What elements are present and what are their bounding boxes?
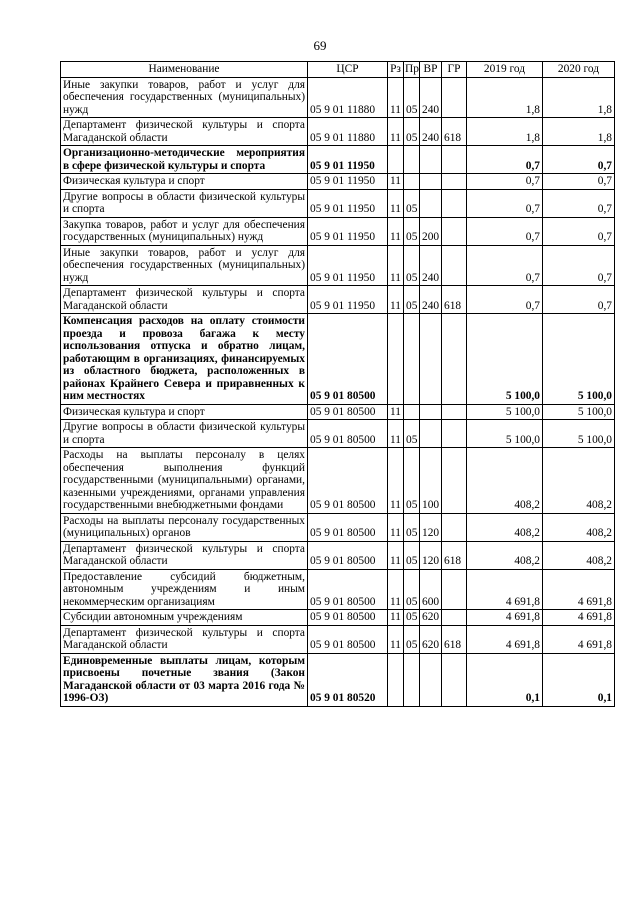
cell-2019: 408,2 [467, 541, 543, 569]
cell-gr [442, 217, 467, 245]
cell-gr [442, 448, 467, 514]
cell-pr: 05 [404, 541, 420, 569]
cell-rz: 11 [388, 625, 404, 653]
cell-csr: 05 9 01 11880 [308, 77, 388, 118]
header-pr: Пр [405, 63, 419, 75]
cell-gr [442, 653, 467, 706]
cell-rz: 11 [388, 610, 404, 626]
cell-2020: 0,7 [543, 286, 615, 314]
cell-2019: 0,7 [467, 245, 543, 286]
cell-rz: 11 [388, 189, 404, 217]
cell-csr: 05 9 01 80500 [308, 541, 388, 569]
cell-name: Другие вопросы в области физической культуры и спорта [61, 420, 308, 448]
cell-pr [404, 314, 420, 405]
cell-name: Департамент физической культуры и спорта Магаданской области [61, 118, 308, 146]
cell-rz: 11 [388, 569, 404, 610]
cell-csr: 05 9 01 80500 [308, 569, 388, 610]
cell-pr [404, 404, 420, 420]
cell-gr: 618 [442, 286, 467, 314]
cell-csr: 05 9 01 80520 [308, 653, 388, 706]
cell-pr: 05 [404, 217, 420, 245]
cell-vr: 600 [420, 569, 442, 610]
cell-gr: 618 [442, 541, 467, 569]
header-csr: ЦСР [308, 62, 388, 78]
table-row [61, 217, 615, 245]
table-row [61, 146, 615, 174]
table-row [61, 448, 615, 514]
cell-rz: 11 [388, 448, 404, 514]
table-row [61, 625, 615, 653]
table-row [61, 118, 615, 146]
cell-2020: 4 691,8 [543, 625, 615, 653]
cell-csr: 05 9 01 11880 [308, 118, 388, 146]
cell-gr [442, 569, 467, 610]
cell-2020: 5 100,0 [543, 420, 615, 448]
table-row [61, 569, 615, 610]
table-row [61, 404, 615, 420]
cell-csr: 05 9 01 80500 [308, 448, 388, 514]
cell-2019: 408,2 [467, 513, 543, 541]
cell-name: Физическая культура и спорт [61, 404, 308, 420]
cell-pr: 05 [404, 286, 420, 314]
cell-2019: 0,7 [467, 146, 543, 174]
cell-name: Организационно-методические мероприятия в сфере физической культуры и спорта [61, 146, 308, 174]
cell-gr [442, 610, 467, 626]
cell-vr: 200 [420, 217, 442, 245]
cell-gr [442, 404, 467, 420]
cell-gr [442, 174, 467, 190]
cell-rz: 11 [388, 217, 404, 245]
cell-2019: 408,2 [467, 448, 543, 514]
cell-rz: 11 [388, 174, 404, 190]
cell-2020: 5 100,0 [543, 404, 615, 420]
cell-csr: 05 9 01 80500 [308, 513, 388, 541]
cell-vr [420, 174, 442, 190]
cell-2019: 4 691,8 [467, 625, 543, 653]
cell-gr [442, 513, 467, 541]
page-number: 69 [313, 38, 327, 53]
cell-csr: 05 9 01 80500 [308, 314, 388, 405]
cell-2019: 5 100,0 [467, 420, 543, 448]
header-name: Наименование [61, 62, 308, 78]
cell-2020: 0,7 [543, 217, 615, 245]
cell-name: Иные закупки товаров, работ и услуг для обеспечения государственных (муниципальных) нужд [61, 245, 308, 286]
header-rz: Рз [388, 62, 404, 78]
header-2019: 2019 год [467, 62, 543, 78]
cell-vr [420, 653, 442, 706]
cell-pr [404, 146, 420, 174]
cell-pr: 05 [404, 569, 420, 610]
cell-name: Департамент физической культуры и спорта Магаданской области [61, 541, 308, 569]
cell-vr [420, 404, 442, 420]
cell-rz: 11 [388, 77, 404, 118]
cell-2020: 0,7 [543, 189, 615, 217]
cell-pr: 05 [404, 513, 420, 541]
cell-gr [442, 146, 467, 174]
cell-name: Расходы на выплаты персоналу в целях обеспечения выполнения функций государственными (муниципальными) органами, казенными учреждениями, органами управления государственными внебюджетными фондами [61, 448, 308, 514]
cell-vr [420, 189, 442, 217]
cell-vr: 120 [420, 513, 442, 541]
cell-2020: 4 691,8 [543, 610, 615, 626]
cell-csr: 05 9 01 11950 [308, 245, 388, 286]
table-row [61, 653, 615, 706]
cell-name: Другие вопросы в области физической культуры и спорта [61, 189, 308, 217]
cell-name: Закупка товаров, работ и услуг для обеспечения государственных (муниципальных) нужд [61, 217, 308, 245]
cell-2020: 5 100,0 [543, 314, 615, 405]
cell-2020: 1,8 [543, 118, 615, 146]
cell-gr [442, 189, 467, 217]
cell-vr: 620 [420, 625, 442, 653]
cell-2019: 0,7 [467, 189, 543, 217]
table-row [61, 541, 615, 569]
cell-vr: 120 [420, 541, 442, 569]
cell-2019: 0,7 [467, 174, 543, 190]
cell-vr: 620 [420, 610, 442, 626]
cell-pr: 05 [404, 118, 420, 146]
cell-2020: 1,8 [543, 77, 615, 118]
cell-rz: 11 [388, 118, 404, 146]
cell-name: Компенсация расходов на оплату стоимости проезда и провоза багажа к месту использования отпуска и обратно лицам, работающим в организациях, финансируемых из областного бюджета, расположенных в районах Крайнего Севера и приравненных к ним местностях [61, 314, 308, 405]
cell-rz: 11 [388, 286, 404, 314]
cell-pr: 05 [404, 420, 420, 448]
cell-gr [442, 245, 467, 286]
cell-pr: 05 [404, 610, 420, 626]
header-row [61, 62, 615, 78]
cell-2019: 4 691,8 [467, 569, 543, 610]
cell-vr [420, 146, 442, 174]
header-vr: ВР [420, 62, 442, 78]
cell-rz [388, 314, 404, 405]
cell-csr: 05 9 01 11950 [308, 286, 388, 314]
cell-vr: 240 [420, 77, 442, 118]
header-2020: 2020 год [543, 62, 615, 78]
cell-2020: 0,7 [543, 174, 615, 190]
table-row [61, 610, 615, 626]
table-row [61, 314, 615, 405]
table-row [61, 174, 615, 190]
cell-2019: 1,8 [467, 77, 543, 118]
cell-csr: 05 9 01 11950 [308, 174, 388, 190]
cell-rz: 11 [388, 420, 404, 448]
cell-name: Единовременные выплаты лицам, которым присвоены почетные звания (Закон Магаданской области от 03 марта 2016 года № 1996-ОЗ) [61, 653, 308, 706]
table-row [61, 420, 615, 448]
cell-2019: 5 100,0 [467, 404, 543, 420]
cell-pr: 05 [404, 448, 420, 514]
cell-2020: 0,1 [543, 653, 615, 706]
cell-name: Департамент физической культуры и спорта Магаданской области [61, 286, 308, 314]
cell-2020: 0,7 [543, 245, 615, 286]
cell-2019: 1,8 [467, 118, 543, 146]
table-row [61, 77, 615, 118]
cell-csr: 05 9 01 80500 [308, 420, 388, 448]
cell-rz [388, 653, 404, 706]
cell-gr: 618 [442, 118, 467, 146]
cell-2019: 5 100,0 [467, 314, 543, 405]
cell-gr [442, 77, 467, 118]
cell-rz: 11 [388, 541, 404, 569]
cell-rz: 11 [388, 404, 404, 420]
cell-rz: 11 [388, 513, 404, 541]
cell-pr [404, 653, 420, 706]
cell-gr [442, 420, 467, 448]
table-row [61, 286, 615, 314]
cell-2019: 4 691,8 [467, 610, 543, 626]
cell-2020: 408,2 [543, 448, 615, 514]
cell-pr: 05 [404, 625, 420, 653]
cell-2019: 0,7 [467, 217, 543, 245]
cell-name: Физическая культура и спорт [61, 174, 308, 190]
cell-name: Департамент физической культуры и спорта Магаданской области [61, 625, 308, 653]
cell-vr: 240 [420, 286, 442, 314]
cell-csr: 05 9 01 80500 [308, 404, 388, 420]
cell-pr [404, 174, 420, 190]
table-row [61, 189, 615, 217]
cell-gr: 618 [442, 625, 467, 653]
table-row [61, 513, 615, 541]
header-gr: ГР [442, 62, 467, 78]
cell-vr: 100 [420, 448, 442, 514]
cell-name: Расходы на выплаты персоналу государственных (муниципальных) органов [61, 513, 308, 541]
cell-csr: 05 9 01 11950 [308, 189, 388, 217]
cell-2020: 0,7 [543, 146, 615, 174]
cell-pr: 05 [404, 189, 420, 217]
cell-csr: 05 9 01 80500 [308, 610, 388, 626]
cell-name: Субсидии автономным учреждениям [61, 610, 308, 626]
cell-vr [420, 314, 442, 405]
cell-vr [420, 420, 442, 448]
cell-vr: 240 [420, 245, 442, 286]
cell-vr: 240 [420, 118, 442, 146]
cell-2019: 0,1 [467, 653, 543, 706]
cell-pr: 05 [404, 245, 420, 286]
cell-name: Иные закупки товаров, работ и услуг для обеспечения государственных (муниципальных) нужд [61, 77, 308, 118]
cell-rz [388, 146, 404, 174]
cell-gr [442, 314, 467, 405]
cell-csr: 05 9 01 11950 [308, 146, 388, 174]
cell-2020: 4 691,8 [543, 569, 615, 610]
cell-2020: 408,2 [543, 541, 615, 569]
cell-rz: 11 [388, 245, 404, 286]
cell-2019: 0,7 [467, 286, 543, 314]
cell-pr: 05 [404, 77, 420, 118]
cell-csr: 05 9 01 11950 [308, 217, 388, 245]
cell-csr: 05 9 01 80500 [308, 625, 388, 653]
table-row [61, 245, 615, 286]
budget-table [60, 61, 615, 707]
cell-2020: 408,2 [543, 513, 615, 541]
cell-name: Предоставление субсидий бюджетным, автономным учреждениям и иным некоммерческим организациям [61, 569, 308, 610]
